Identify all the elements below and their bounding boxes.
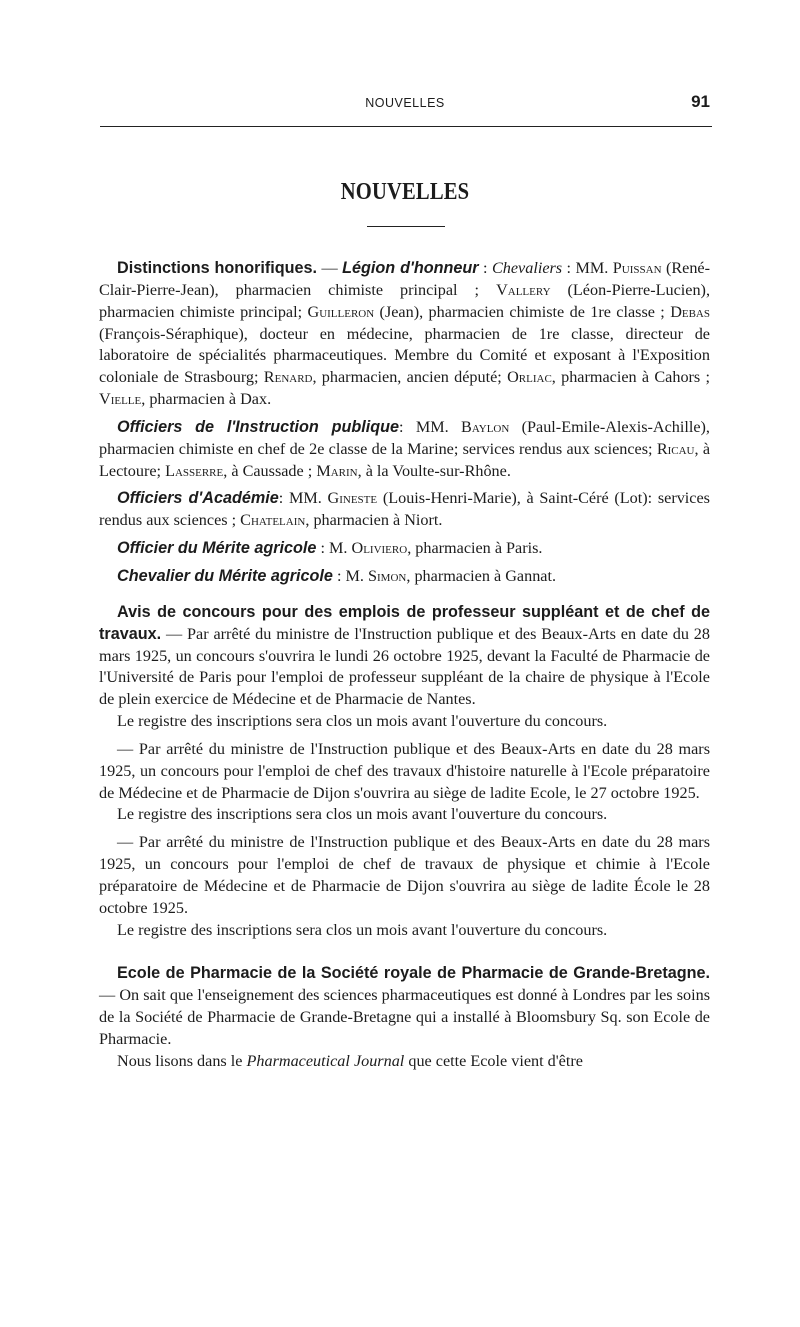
person-name: Simon (368, 566, 407, 585)
text-run: : MM. (278, 489, 328, 508)
person-name: Oliviero (351, 539, 408, 558)
text-run: (Paul-Emile-Alexis-Achille), pharmacien chimiste en chef de 2e classe de la Marine; services rendus aux sciences; (99, 417, 710, 458)
person-name: Marin (316, 461, 358, 480)
section-heading: Avis de concours pour des emplois de professeur suppléant et de chef de travaux. (99, 602, 710, 643)
person-name: Renard (263, 368, 313, 387)
running-header (100, 92, 710, 116)
text-run: , pharmacien, ancien député; (312, 368, 508, 387)
text-run: : (478, 259, 492, 277)
paragraph-officier-merite (99, 538, 710, 560)
title-rule (367, 226, 445, 227)
person-name: Orliac (507, 368, 552, 387)
subheading: Officier du Mérite agricole (117, 539, 317, 558)
subheading: Chevalier du Mérite agricole (117, 566, 333, 585)
text-run: : MM. (562, 259, 613, 277)
text-run: , pharmacien à Paris. (407, 539, 543, 558)
page-title: NOUVELLES (340, 178, 470, 205)
paragraph: Le registre des inscriptions sera clos un mois avant l'ouverture du concours. (117, 712, 608, 731)
text-run: — (317, 259, 343, 277)
rank-label: Chevaliers (491, 259, 563, 277)
person-name: Puissan (612, 259, 662, 277)
text-run: , pharmacien à Dax. (141, 390, 272, 409)
paragraph-chevalier-merite (99, 566, 710, 588)
journal-title: Pharmaceutical Journal (246, 1051, 405, 1070)
page-number: 91 (691, 92, 710, 111)
text-run: , à Lectoure; (99, 439, 711, 480)
text-run: : MM. (399, 417, 462, 436)
person-name: Ricau (656, 439, 695, 458)
text-run: (Jean), pharmacien chimiste de 1re classe ; (374, 302, 671, 321)
person-name: Vielle (99, 390, 142, 409)
text-run: — On sait que l'enseignement des sciences pharmaceutiques est donné à Londres par les soins de la Société de Pharmacie de Grande-Bretagne qui a installé à Bloomsbury Sq. son Ecole de Pharmacie. (99, 986, 710, 1048)
paragraph: Le registre des inscriptions sera clos un mois avant l'ouverture du concours. (117, 920, 608, 939)
section-heading: Ecole de Pharmacie de la Société royale de Pharmacie de Grande-Bretagne. (117, 964, 710, 983)
text-run: — Par arrêté du ministre de l'Instruction publique et des Beaux-Arts en date du 28 mars 1925, un concours s'ouvrira le lundi 26 octobre 1925, devant la Faculté de Pharmacie de l'Université de Paris pour l'emploi de professeur suppléant de la chaire de physique à l'Ecole de plein exercice de Médecine et de Pharmacie de Nantes. (99, 624, 710, 709)
person-name: Lasserre (165, 461, 224, 480)
person-name: Baylon (461, 417, 510, 436)
text-run: que cette Ecole vient d'être (404, 1051, 583, 1070)
person-name: Debas (670, 302, 710, 321)
paragraph-instruction-publique (99, 417, 710, 483)
running-title: NOUVELLES (365, 96, 445, 110)
person-name: Guilleron (307, 302, 375, 321)
article-body (99, 258, 710, 1073)
text-run: Nous lisons dans le (117, 1051, 247, 1070)
person-name: Gineste (327, 489, 378, 508)
paragraph: — Par arrêté du ministre de l'Instruction publique et des Beaux-Arts en date du 28 mars 1925, un concours pour l'emploi de chef des travaux d'histoire naturelle à l'Ecole préparatoire de Médecine et de Pharmacie de Dijon s'ouvrira au siège de ladite Ecole, le 27 octobre 1925. (99, 739, 710, 802)
paragraph (99, 1051, 710, 1073)
subheading: Légion d'honneur (342, 259, 479, 277)
text-run: , à Caussade ; (223, 461, 317, 480)
text-run: : M. (316, 539, 352, 558)
paragraph: — Par arrêté du ministre de l'Instruction publique et des Beaux-Arts en date du 28 mars 1925, un concours pour l'emploi de chef de travaux de physique et chimie à l'Ecole préparatoire de Médecine et de Pharmacie de Dijon s'ouvrira au siège de ladite École le 28 octobre 1925. (99, 833, 710, 917)
paragraph: Le registre des inscriptions sera clos un mois avant l'ouverture du concours. (117, 805, 608, 824)
person-name: Vallery (496, 280, 551, 299)
paragraph-distinctions (99, 258, 710, 411)
paragraph-ecole-pharmacie (99, 963, 710, 1050)
text-run: (François-Séraphique), docteur en médecine, pharmacien de 1re classe, directeur de laboratoire de spécialités pharmaceutiques. Membre du Comité et exposant à l'Exposition coloniale de Strasbourg; (99, 324, 710, 387)
text-run: , à la Voulte-sur-Rhône. (357, 461, 511, 480)
text-run: : M. (332, 566, 369, 585)
subheading: Officiers d'Académie (117, 489, 279, 508)
person-name: Chatelain (240, 511, 306, 530)
text-run: , pharmacien à Gannat. (406, 566, 557, 585)
paragraph-academie (99, 488, 710, 532)
text-run: (Louis-Henri-Marie), à Saint-Céré (Lot): services rendus aux sciences ; (99, 489, 710, 530)
text-run: , pharmacien à Niort. (305, 511, 443, 530)
subheading: Officiers de l'Instruction publique (117, 417, 400, 436)
text-run: (René-Clair-Pierre-Jean), pharmacien chimiste principal ; (99, 259, 711, 299)
section-heading: Distinctions honorifiques. (117, 259, 318, 277)
text-run: , pharmacien à Cahors ; (551, 368, 711, 387)
text-run: (Léon-Pierre-Lucien), pharmacien chimiste principal; (99, 280, 710, 321)
paragraph-avis-concours (99, 602, 710, 711)
header-rule (100, 126, 712, 127)
